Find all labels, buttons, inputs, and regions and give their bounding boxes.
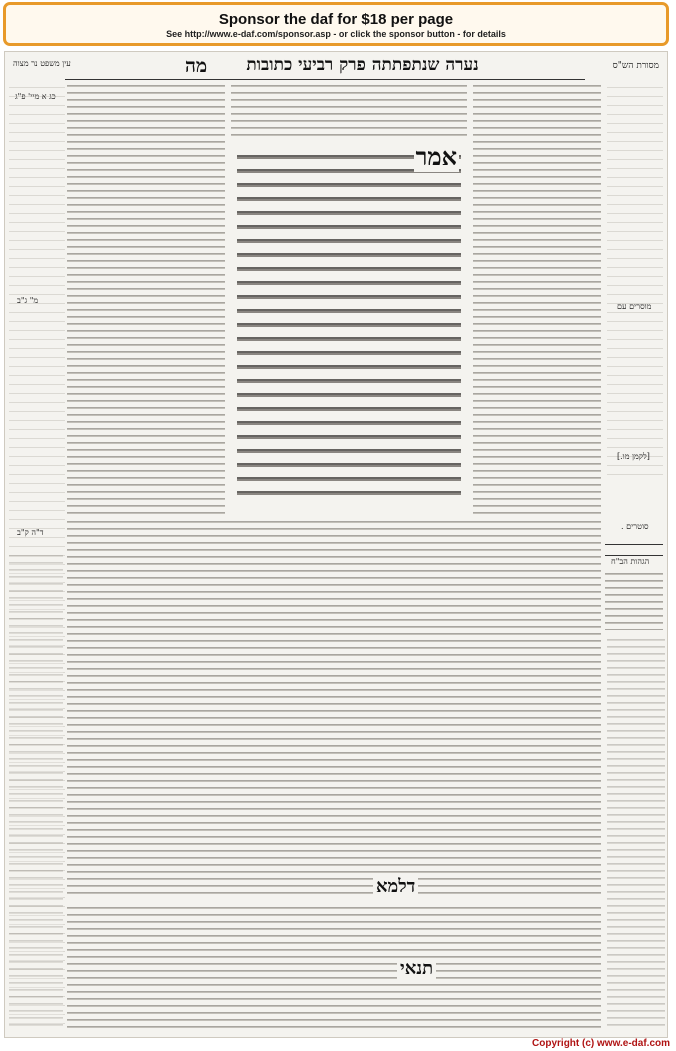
folio-number: מה xyxy=(185,55,208,77)
section-divider xyxy=(605,544,663,556)
rashi-column xyxy=(473,82,601,514)
mesoret-hashas-column xyxy=(607,82,663,477)
chapter-title: נערה שנתפתתה פרק רביעי כתובות xyxy=(246,55,479,75)
sponsor-subtitle: See http://www.e-daf.com/sponsor.asp - or click the sponsor button - for details xyxy=(166,29,506,39)
commentary-top-band xyxy=(231,82,467,138)
header-rule xyxy=(65,79,585,80)
commentary-bottom-block xyxy=(67,904,601,1030)
hagahot-text xyxy=(605,570,663,630)
sponsor-title: Sponsor the daf for $18 per page xyxy=(218,11,454,28)
sponsor-banner[interactable] xyxy=(3,2,669,46)
page-header xyxy=(5,55,667,81)
talmud-page xyxy=(4,51,668,1038)
margin-right-lower xyxy=(607,636,665,1030)
section-mark: דלמא xyxy=(373,876,418,897)
copyright-footer: Copyright (c) www.e-daf.com xyxy=(532,1038,670,1049)
margin-note: סוטרים . xyxy=(621,522,649,531)
margin-note: כג א מיי' פ"ג xyxy=(15,92,56,101)
commentary-lower-block xyxy=(67,518,601,898)
hagahot-heading: הגהות הב"ח xyxy=(611,557,650,566)
margin-note: ד"ה ק"ב xyxy=(17,528,44,537)
margin-note: [לקמן מו.] xyxy=(617,452,650,461)
margin-note: מ" ג"ב xyxy=(17,296,39,305)
section-mark: תנאי xyxy=(397,958,436,979)
margin-note: מוסרים עם xyxy=(617,302,652,311)
gemara-lines xyxy=(237,150,461,503)
margin-left-lower xyxy=(9,552,63,1030)
mesoret-hashas-heading: מסורת הש"ס xyxy=(612,61,659,71)
gemara-opening-word: אמר xyxy=(415,142,457,171)
tosafot-column xyxy=(67,82,225,514)
ein-mishpat-heading: עין משפט נר מצוה xyxy=(13,59,71,68)
gemara-text xyxy=(231,142,467,509)
